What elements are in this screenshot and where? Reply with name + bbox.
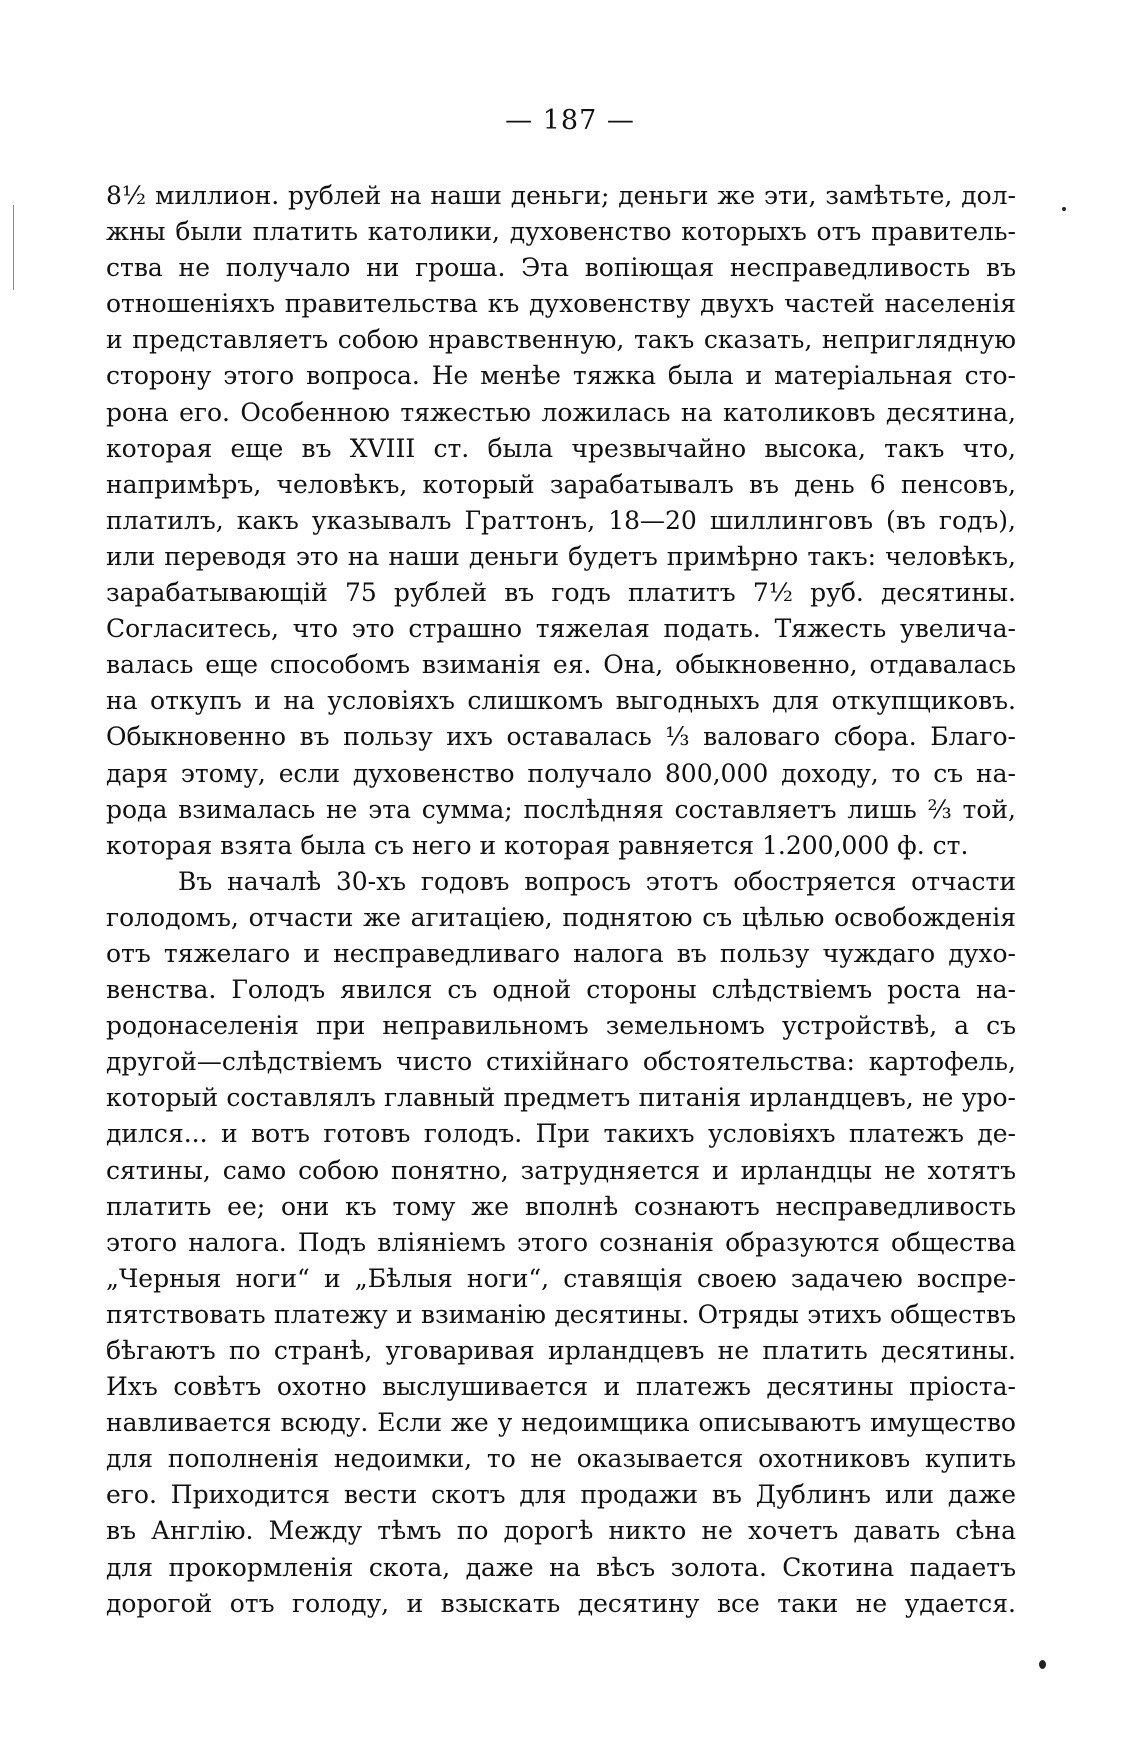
text-line: дился... и вотъ готовъ голодъ. При такихъ условіяхъ платежъ де- — [106, 1119, 1016, 1149]
ink-speck-top — [1062, 207, 1066, 211]
text-line: который составлялъ главный предметъ питанія ирландцевъ, не уро- — [106, 1083, 1016, 1113]
text-line: венства. Голодъ явился съ одной стороны слѣдствіемъ роста на- — [106, 975, 1016, 1005]
paragraph-2 — [106, 864, 1016, 1622]
text-line: платилъ, какъ указывалъ Граттонъ, 18—20 шиллинговъ (въ годъ), — [106, 505, 1016, 535]
text-line: сятины, само собою понятно, затрудняется и ирландцы не хотятъ — [106, 1155, 1016, 1185]
text-line: отношеніяхъ правительства къ духовенству двухъ частей населенія — [106, 289, 1016, 319]
text-line: даря этому, если духовенство получало 800,000 доходу, то съ на- — [106, 758, 1016, 788]
text-line: дорогой отъ голоду, и взыскать десятину все таки не удается. — [106, 1588, 1016, 1618]
text-line: валась еще способомъ взиманія ея. Она, обыкновенно, отдавалась — [106, 650, 1016, 680]
text-line: сторону этого вопроса. Не менѣе тяжка была и матеріальная сто- — [106, 361, 1016, 391]
text-line: или переводя это на наши деньги будетъ примѣрно такъ: человѣкъ, — [106, 541, 1016, 571]
ink-speck-bottom — [1039, 1660, 1046, 1669]
paragraph-1 — [106, 178, 1016, 864]
text-line: Обыкновенно въ пользу ихъ оставалась ⅓ валоваго сбора. Благо- — [106, 722, 1016, 752]
text-line: и представляетъ собою нравственную, такъ сказать, неприглядную — [106, 325, 1016, 355]
text-line: навливается всюду. Если же у недоимщика описываютъ имущество — [106, 1408, 1016, 1438]
text-line: которая еще въ XVIII ст. была чрезвычайно высока, такъ что, — [106, 433, 1016, 463]
margin-line-mark — [13, 205, 14, 290]
text-line: на откупъ и на условіяхъ слишкомъ выгодныхъ для откупщиковъ. — [106, 686, 1016, 716]
text-line: этого налога. Подъ вліяніемъ этого сознанія образуются общества — [106, 1227, 1016, 1257]
page-number: — 187 — — [505, 105, 635, 136]
text-line: отъ тяжелаго и несправедливаго налога въ пользу чуждаго духо- — [106, 938, 1016, 968]
text-line: другой—слѣдствіемъ чисто стихійнаго обстоятельства: картофель, — [106, 1047, 1016, 1077]
text-line: въ Англію. Между тѣмъ по дорогѣ никто не хочетъ давать сѣна — [106, 1516, 1016, 1546]
text-line: его. Приходится вести скотъ для продажи въ Дублинъ или даже — [106, 1480, 1016, 1510]
text-line: бѣгаютъ по странѣ, уговаривая ирландцевъ не платить десятины. — [106, 1336, 1016, 1365]
text-line: для прокормленія скота, даже на вѣсъ золота. Скотина падаетъ — [106, 1552, 1016, 1582]
text-line: рона его. Особенною тяжестью ложилась на католиковъ десятина, — [106, 397, 1016, 427]
text-line: платить ее; они къ тому же вполнѣ сознаютъ несправедливость — [106, 1191, 1016, 1221]
text-line: родонаселенія при неправильномъ земельномъ устройствѣ, а съ — [106, 1011, 1016, 1041]
text-line: рода взималась не эта сумма; послѣдняя составляетъ лишь ⅔ той, — [106, 794, 1016, 824]
text-line: которая взята была съ него и которая равняется 1.200,000 ф. ст. — [106, 830, 969, 860]
text-line: 8½ миллион. рублей на наши деньги; деньги же эти, замѣтьте, дол- — [106, 181, 1016, 210]
text-line: напримѣръ, человѣкъ, который зарабатывалъ въ день 6 пенсовъ, — [106, 469, 1016, 499]
text-line: пятствовать платежу и взиманію десятины. Отряды этихъ обществъ — [106, 1299, 1016, 1329]
text-line: для пополненія недоимки, то не оказывается охотниковъ купить — [106, 1444, 1016, 1474]
text-line: Въ началѣ 30-хъ годовъ вопросъ этотъ обостряется отчасти — [178, 866, 1016, 896]
text-line: „Черныя ноги“ и „Бѣлыя ноги“, ставящія своею задачею воспре- — [106, 1263, 1016, 1293]
text-line: голодомъ, отчасти же агитаціею, поднятою съ цѣлью освобожденія — [106, 902, 1016, 932]
text-line: жны были платить католики, духовенство которыхъ отъ правитель- — [106, 217, 1016, 247]
body-text — [106, 178, 1016, 1622]
text-line: Согласитесь, что это страшно тяжелая подать. Тяжесть увелича- — [106, 614, 1016, 644]
text-line: ства не получало ни гроша. Эта вопіющая несправедливость въ — [106, 253, 1016, 283]
text-line: Ихъ совѣтъ охотно выслушивается и платежъ десятины пріоста- — [106, 1372, 1016, 1402]
text-line: зарабатывающій 75 рублей въ годъ платитъ 7½ руб. десятины. — [106, 578, 1016, 608]
